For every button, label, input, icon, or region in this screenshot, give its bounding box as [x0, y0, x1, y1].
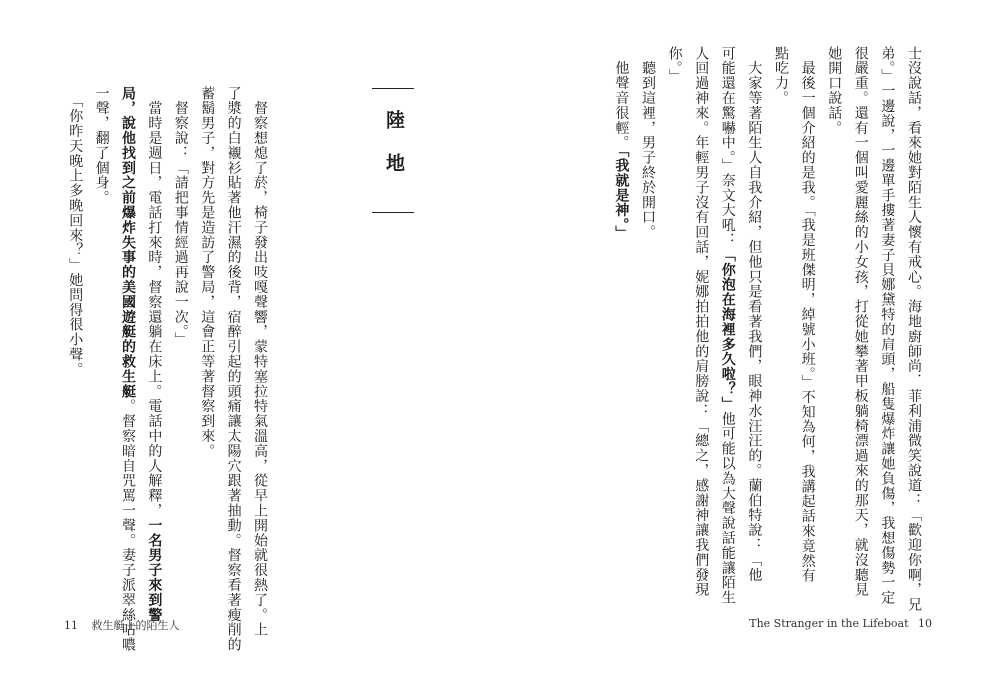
text-run: 他聲音很輕。 [613, 46, 630, 151]
text-column [613, 46, 629, 241]
text-column [667, 46, 683, 84]
text-run: 士沒說話，看來她對陌生人懷有戒心。海地廚師尚．菲利浦微笑說道：「歡迎你啊，兄 [906, 46, 922, 613]
right-page [500, 0, 1000, 676]
text-run: 督察想熄了菸，椅子發出吱嘎聲響，蒙特塞拉特氣溫高，從早上開始就很熱了。上 [252, 86, 268, 638]
text-column [146, 86, 162, 622]
text-run: 「你泡在海裡多久啦？」 [719, 247, 736, 412]
text-run: 他可能以為大聲說話能讓陌生 [719, 411, 736, 606]
text-run: 她開口說話。 [826, 46, 843, 136]
text-column [879, 46, 895, 605]
text-run: 一名男子來到警 [146, 518, 163, 623]
left-footer [64, 617, 180, 633]
text-column [773, 46, 789, 106]
text-run: 「我就是神。」 [613, 150, 630, 241]
text-column [67, 86, 83, 377]
text-column [640, 46, 656, 240]
text-column [800, 46, 816, 583]
text-run: 一聲，翻了個身。 [93, 86, 110, 206]
text-column [199, 86, 215, 459]
text-column [173, 86, 189, 347]
running-title: 救生艇上的陌生人 [91, 619, 180, 632]
text-run: 蓄鬍男子，對方先是造訪了警局，這會正等著督察到來。 [199, 86, 216, 459]
text-run: 。督察暗自咒罵一聲。妻子派翠絲咕噥 [120, 398, 136, 653]
chapter-bottom-rule [372, 212, 414, 213]
chapter-title: 陸地 [383, 110, 405, 196]
text-run: 當時是週日，電話打來時，督察還躺在床上。電話中的人解釋， [146, 86, 163, 519]
text-column [826, 46, 842, 135]
text-run: 最後一個介紹的是我。「我是班傑明，綽號小班。」不知為何，我講起話來竟然有 [799, 46, 816, 584]
page-number: 11 [64, 619, 78, 632]
text-column [853, 46, 869, 597]
text-column [120, 86, 136, 652]
chapter-top-rule [372, 88, 414, 89]
text-column [746, 46, 762, 582]
text-run: 「你昨天晚上多晚回來？」她問得很小聲。 [67, 86, 84, 377]
running-title: The Stranger in the Lifeboat [749, 617, 909, 630]
text-column [693, 46, 709, 597]
text-run: 了漿的白襯衫貼著他汗濕的後背，宿醉引起的頭痛讓太陽穴跟著抽動。督察看著瘦削的 [225, 86, 242, 653]
right-footer [749, 617, 932, 630]
text-run: 人回過神來。年輕男子沒有回話，妮娜拍拍他的肩膀說：「總之，感謝神讓我們發現 [693, 46, 710, 598]
text-run: 可能還在驚嚇中。」奈文大吼： [719, 46, 736, 248]
page-number: 10 [918, 617, 932, 630]
text-column [252, 86, 268, 637]
text-column [720, 46, 736, 605]
text-run: 局，說他找到之前爆炸失事的美國遊艇的救生艇 [120, 86, 136, 399]
chapter-heading [372, 88, 414, 214]
text-column [906, 46, 922, 612]
text-run: 點吃力。 [773, 46, 789, 106]
text-column [226, 86, 242, 652]
text-run: 督察說：「請把事情經過再說一次。」 [172, 86, 189, 348]
text-run: 很嚴重。還有一個叫愛麗絲的小女孩，打從她攀著甲板躺椅漂過來的那天，就沒聽見 [852, 46, 869, 598]
text-run: 聽到這裡，男子終於開口。 [640, 46, 656, 240]
text-run: 大家等著陌生人自我介紹，但他只是看著我們，眼神水汪汪的。蘭伯特說：「他 [746, 46, 763, 583]
text-column [94, 86, 110, 205]
text-run: 弟。」一邊說，一邊單手摟著妻子貝娜黛特的肩頭，船隻爆炸讓她負傷，我想傷勢一定 [879, 46, 896, 606]
text-run: 你。」 [666, 46, 683, 84]
